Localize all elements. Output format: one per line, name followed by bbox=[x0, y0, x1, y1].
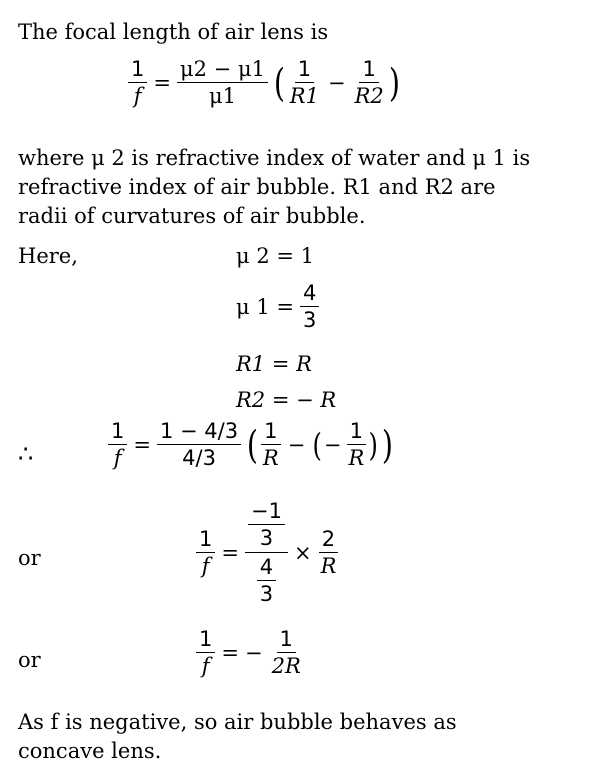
fraction-1-over-r2: $\frac{1}{R2}$ bbox=[354, 57, 384, 109]
equation-simplified: $\frac{1}{f}$ = $\frac{\frac{-1}{3}}{\frac{4}{3}}$ × $\frac{2}{R}$ bbox=[196, 500, 339, 606]
equals-sign: = bbox=[153, 71, 171, 96]
equation-result: $\frac{1}{f}$ = − $\frac{1}{2R}$ bbox=[196, 628, 304, 678]
minus-sign: − bbox=[327, 71, 346, 96]
fraction-1-over-r-negative: $\frac{1}{R}$ bbox=[348, 419, 365, 471]
given-r2: R2 = − R bbox=[236, 388, 337, 412]
fraction-1-over-f: $\frac{1}{f}$ bbox=[196, 528, 215, 578]
fraction-1-over-f: $\frac{1}{f}$ bbox=[128, 58, 147, 108]
here-label: Here, bbox=[18, 244, 78, 268]
fraction-1-over-f: $\frac{1}{f}$ bbox=[196, 628, 215, 678]
given-mu2: μ 2 = 1 bbox=[236, 244, 314, 268]
times-sign: × bbox=[293, 541, 312, 566]
fraction-neg-1-over-3: $\frac{-1}{3}$ bbox=[248, 500, 285, 550]
or-label-2: or bbox=[18, 648, 41, 672]
left-paren: ( bbox=[273, 61, 285, 106]
equation-focal-length bbox=[128, 58, 402, 108]
fraction-1-over-f: $\frac{1}{f}$ bbox=[108, 420, 127, 470]
equation-substitution: $\frac{1}{f}$ = $\frac{1 - 4/3}{4/3}$ ( $\frac{1}{R}$ − ( − $\frac{1}{R}$ ) ) bbox=[108, 420, 395, 470]
fraction-1-over-r1: $\frac{1}{R1}$ bbox=[289, 57, 319, 109]
fraction-4-over-3: $\frac{4}{3}$ bbox=[300, 282, 319, 332]
fraction-1-over-2r: $\frac{1}{2R}$ bbox=[271, 627, 301, 679]
right-paren: ) bbox=[388, 61, 400, 106]
fraction-2-over-r: $\frac{2}{R}$ bbox=[320, 527, 337, 579]
description-paragraph: where μ 2 is refractive index of water and μ 1 is refractive index of air bubble. R1 and R2 are radii of curvatures of air bubble. bbox=[18, 146, 531, 228]
fraction-1-over-r: $\frac{1}{R}$ bbox=[262, 419, 279, 471]
fraction-mu-values: $\frac{1 - 4/3}{4/3}$ bbox=[157, 420, 241, 470]
intro-text: The focal length of air lens is bbox=[18, 20, 329, 44]
conclusion-paragraph: As f is negative, so air bubble behaves as concave lens. bbox=[18, 710, 457, 763]
given-r1: R1 = R bbox=[236, 352, 312, 376]
fraction-4-over-3: $\frac{4}{3}$ bbox=[257, 556, 276, 606]
therefore-symbol: ∴ bbox=[18, 440, 34, 468]
or-label-1: or bbox=[18, 546, 41, 570]
compound-fraction bbox=[245, 500, 288, 606]
given-mu1: μ 1 = $\frac{4}{3}$ bbox=[236, 282, 319, 332]
fraction-mu: $\frac{\mu 2 - \mu 1}{\mu 1}$ bbox=[177, 58, 268, 108]
